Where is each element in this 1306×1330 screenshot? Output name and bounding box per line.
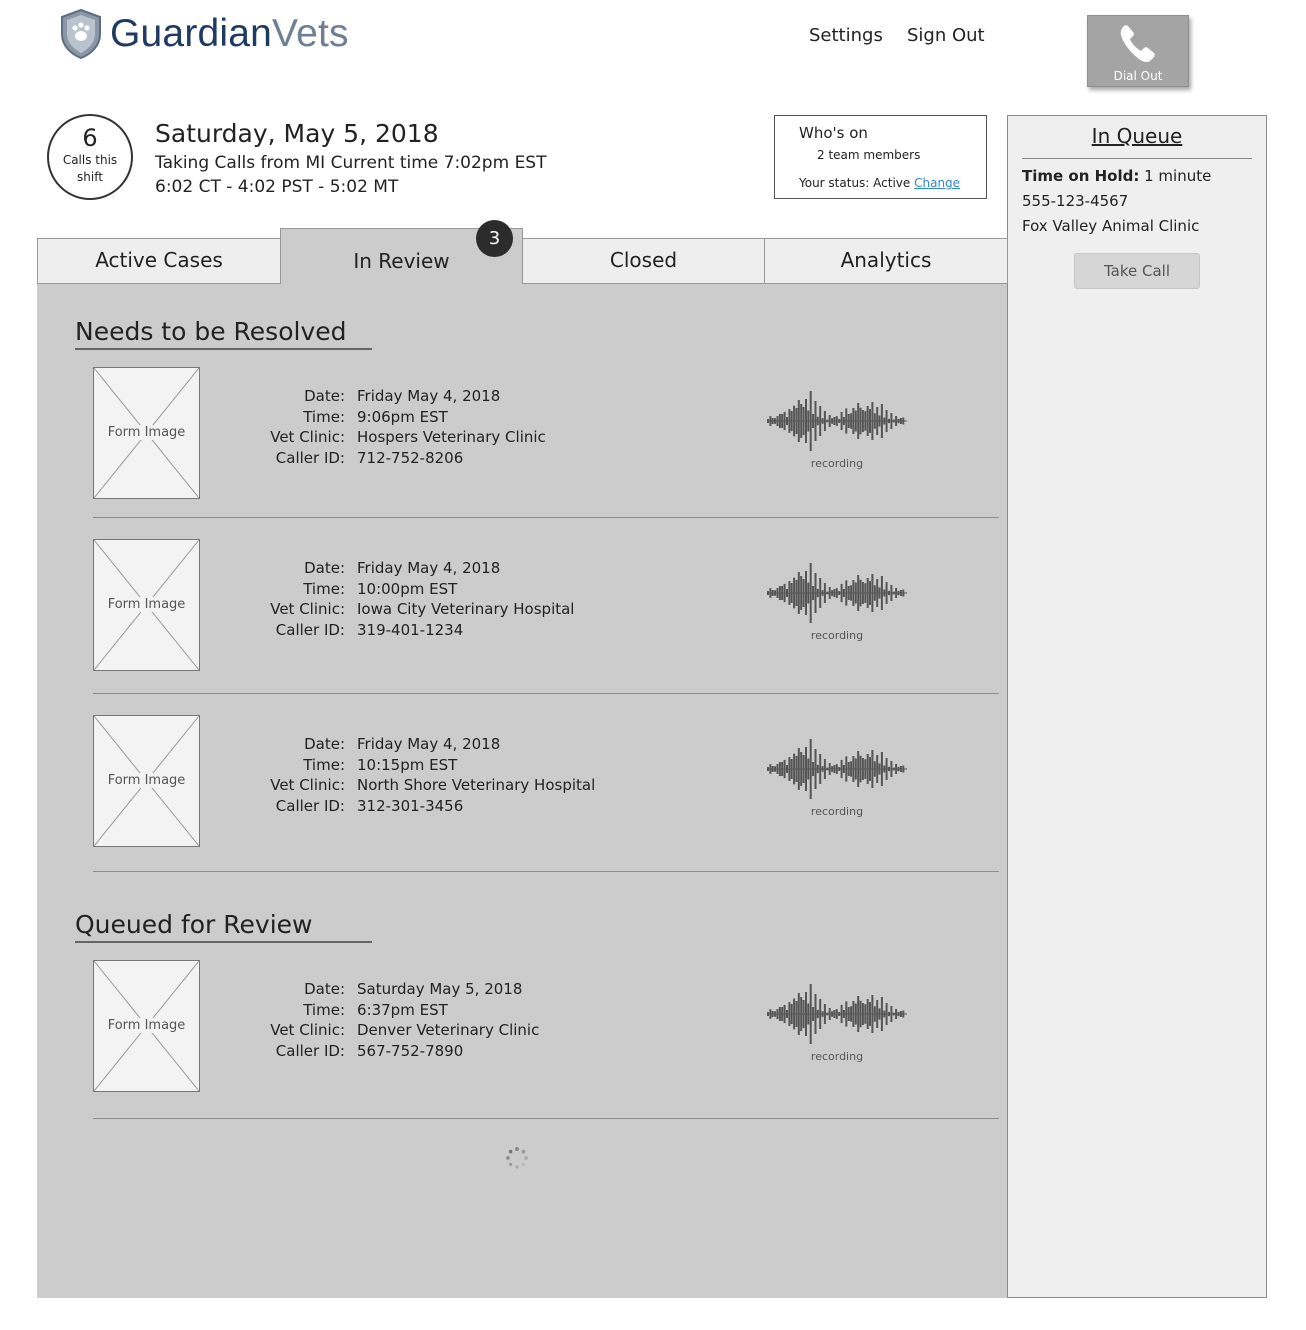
field-value: 10:15pm EST [357,755,458,774]
shift-timezones-line: 6:02 CT - 4:02 PST - 5:02 MT [155,177,399,197]
field-label: Date: [304,559,345,577]
sign-out-link[interactable]: Sign Out [907,25,985,46]
field-value: Denver Veterinary Clinic [357,1021,540,1040]
in-queue-title: In Queue [1091,124,1183,148]
case-field-caller [205,449,677,467]
field-value: 9:06pm EST [357,407,448,426]
form-image-label: Form Image [94,597,199,612]
case-field-time [205,756,677,774]
field-value: 319-401-1234 [357,621,464,640]
field-label: Date: [304,980,345,998]
loading-spinner-icon [505,1146,529,1170]
field-label: Time: [303,407,345,426]
calls-caption-2: shift [77,170,103,184]
case-field-clinic [205,1021,677,1039]
recording-player[interactable] [767,389,907,470]
recording-label: recording [810,805,864,818]
case-field-date [205,559,677,577]
field-value: 10:00pm EST [357,579,458,598]
field-label: Vet Clinic: [270,428,345,447]
shift-date: Saturday, May 5, 2018 [155,119,439,148]
form-image-label: Form Image [94,425,199,440]
calls-count: 6 [82,124,98,152]
queue-phone: 555-123-4567 [1022,192,1129,210]
recording-player[interactable] [767,982,907,1063]
waveform-icon [767,737,907,801]
tab-label: Analytics [840,248,932,272]
field-value: Iowa City Veterinary Hospital [357,600,575,619]
case-field-time [205,1001,677,1019]
tab-label: Closed [609,248,678,272]
queue-divider [1022,158,1252,159]
logo-text: GuardianVets [110,12,349,55]
form-image-placeholder[interactable] [93,367,200,499]
section-title-queued-review: Queued for Review [75,910,372,943]
case-item[interactable] [93,539,999,694]
field-label: Vet Clinic: [270,1021,345,1040]
queue-clinic: Fox Valley Animal Clinic [1022,217,1200,235]
form-image-placeholder[interactable] [93,715,200,847]
shift-time-line: Taking Calls from MI Current time 7:02pm EST [155,153,547,173]
field-value: North Shore Veterinary Hospital [357,776,596,795]
case-field-clinic [205,776,677,794]
review-content [37,284,1007,1298]
case-field-time [205,408,677,426]
case-item[interactable] [93,715,999,872]
form-image-placeholder[interactable] [93,960,200,1092]
status-line [799,176,960,190]
section-title-needs-resolved: Needs to be Resolved [75,317,372,350]
case-field-clinic [205,600,677,618]
case-field-date [205,387,677,405]
take-call-button[interactable]: Take Call [1074,253,1200,289]
field-value: Saturday May 5, 2018 [357,980,523,998]
case-field-caller [205,797,677,815]
field-label: Vet Clinic: [270,600,345,619]
field-label: Date: [304,735,345,753]
recording-player[interactable] [767,561,907,642]
dial-out-button[interactable] [1087,15,1189,87]
field-label: Caller ID: [275,1042,345,1061]
field-label: Time: [303,579,345,598]
waveform-icon [767,982,907,1046]
field-label: Vet Clinic: [270,776,345,795]
field-label: Time: [303,755,345,774]
tab-closed[interactable] [522,238,765,284]
whos-on-title: Who's on [799,124,868,142]
field-label: Caller ID: [275,797,345,816]
case-field-time [205,580,677,598]
recording-player[interactable] [767,737,907,818]
field-value: 712-752-8206 [357,449,464,468]
case-field-date [205,980,677,998]
shield-paw-icon [58,8,104,60]
recording-label: recording [810,457,864,470]
case-item[interactable] [93,960,999,1119]
field-label: Caller ID: [275,449,345,468]
logo[interactable] [58,8,349,60]
field-label: Time: [303,1000,345,1019]
form-image-placeholder[interactable] [93,539,200,671]
tab-label: Active Cases [95,248,223,272]
hold-time [1022,167,1266,185]
settings-link[interactable]: Settings [809,25,883,46]
calls-caption-1: Calls this [62,153,118,167]
in-review-count-badge: 3 [476,220,513,257]
field-value: Friday May 4, 2018 [357,387,501,405]
phone-icon [1115,21,1161,67]
recording-label: recording [810,1050,864,1063]
form-image-label: Form Image [94,773,199,788]
field-value: 312-301-3456 [357,797,464,816]
field-label: Date: [304,387,345,405]
team-members-count: 2 team members [817,148,921,162]
tab-analytics[interactable] [764,238,1008,284]
case-field-date [205,735,677,753]
field-value: Friday May 4, 2018 [357,559,501,577]
tab-label: In Review [353,249,450,273]
case-field-clinic [205,428,677,446]
field-value: Friday May 4, 2018 [357,735,501,753]
change-status-link[interactable]: Change [914,176,961,190]
hold-label: Time on Hold: [1022,167,1140,185]
status-text: Your status: Active [799,176,911,190]
hold-value: 1 minute [1144,167,1212,185]
field-value: 567-752-7890 [357,1042,464,1061]
case-field-caller [205,1042,677,1060]
case-field-caller [205,621,677,639]
in-queue-panel [1007,115,1267,1298]
waveform-icon [767,389,907,453]
field-value: 6:37pm EST [357,1000,448,1019]
case-item[interactable] [93,367,999,518]
whos-on-box [774,115,987,199]
tab-active-cases[interactable] [37,238,281,284]
calls-this-shift-counter [47,114,133,200]
waveform-icon [767,561,907,625]
field-value: Hospers Veterinary Clinic [357,428,546,447]
field-label: Caller ID: [275,621,345,640]
form-image-label: Form Image [94,1018,199,1033]
recording-label: recording [810,629,864,642]
dial-out-label: Dial Out [1113,69,1163,83]
